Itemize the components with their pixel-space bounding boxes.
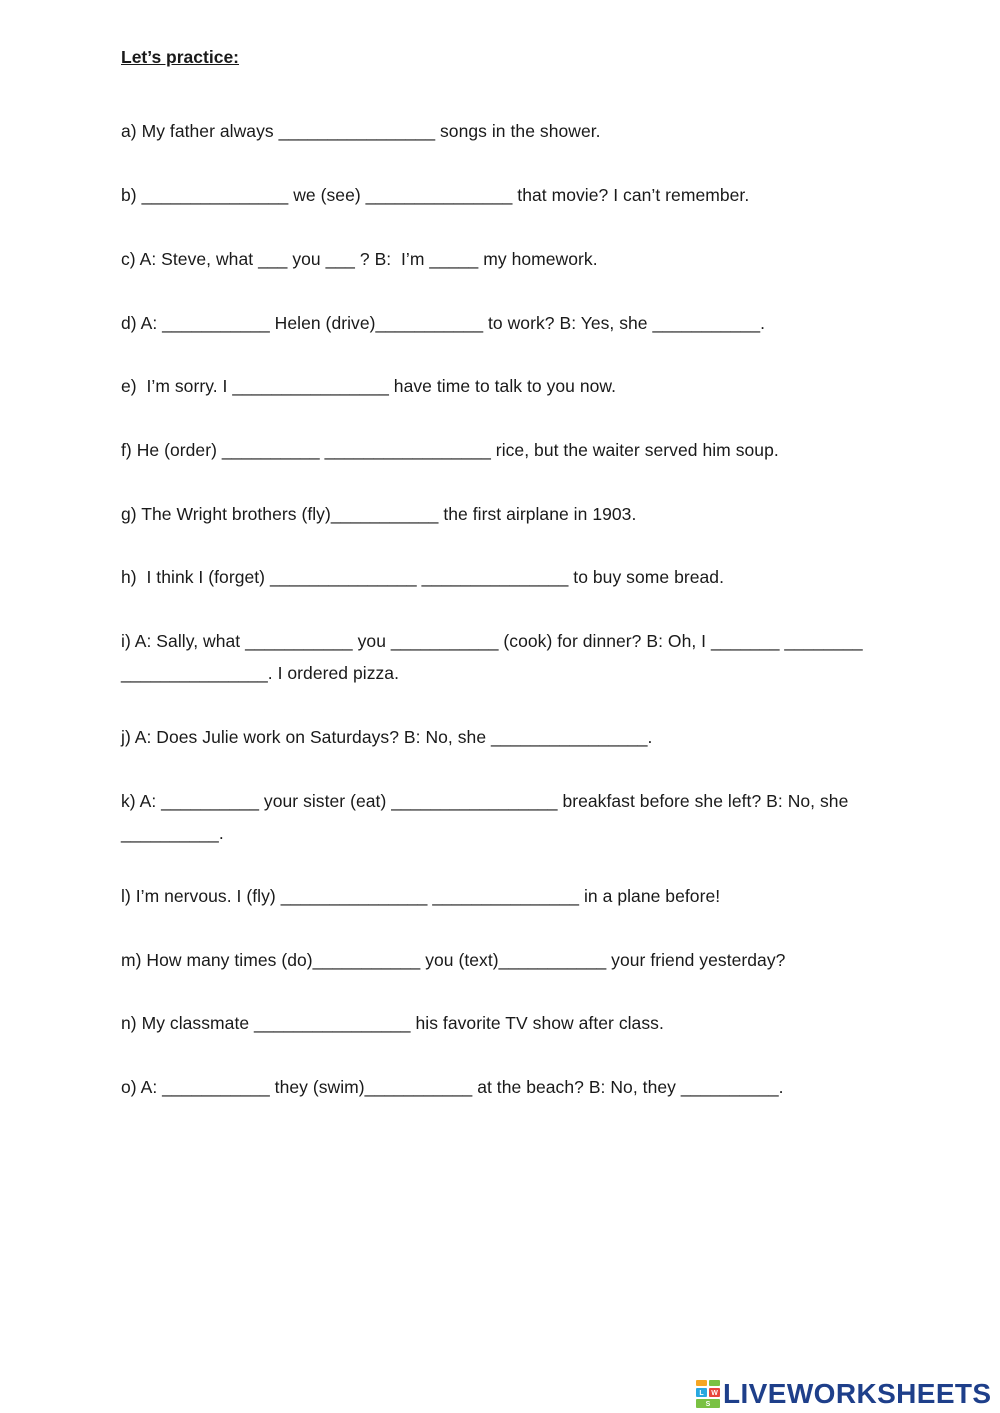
logo-mark-letter: S	[705, 1401, 711, 1408]
exercise-j: j) A: Does Julie work on Saturdays? B: No, she ________________.	[121, 727, 653, 747]
exercise-k-line-2: __________.	[121, 823, 224, 843]
liveworksheets-logo	[696, 1377, 992, 1411]
exercise-m: m) How many times (do)___________ you (text)___________ your friend yesterday?	[121, 950, 786, 970]
exercise-g: g) The Wright brothers (fly)___________ the first airplane in 1903.	[121, 504, 637, 524]
logo-mark-letter: L	[699, 1390, 704, 1397]
exercise-i-line-1: i) A: Sally, what ___________ you ___________ (cook) for dinner? B: Oh, I _______ ________	[121, 631, 863, 651]
exercise-o: o) A: ___________ they (swim)___________ at the beach? B: No, they __________.	[121, 1077, 784, 1097]
exercise-f: f) He (order) __________ _________________ rice, but the waiter served him soup.	[121, 440, 779, 460]
exercise-c: c) A: Steve, what ___ you ___ ? B: I’m _____ my homework.	[121, 249, 598, 269]
exercise-a: a) My father always ________________ songs in the shower.	[121, 121, 601, 141]
logo-mark-letter: W	[711, 1390, 718, 1397]
liveworksheets-mark-icon	[696, 1380, 720, 1408]
exercise-k-line-1: k) A: __________ your sister (eat) _________________ breakfast before she left? B: No, she	[121, 791, 849, 811]
exercise-d: d) A: ___________ Helen (drive)___________ to work? B: Yes, she ___________.	[121, 313, 766, 333]
exercise-l: l) I’m nervous. I (fly) _______________ _______________ in a plane before!	[121, 886, 721, 906]
exercise-n: n) My classmate ________________ his favorite TV show after class.	[121, 1013, 664, 1033]
exercise-h: h) I think I (forget) _______________ _______________ to buy some bread.	[121, 567, 724, 587]
exercise-e: e) I’m sorry. I ________________ have time to talk to you now.	[121, 376, 617, 396]
exercise-i-line-2: _______________. I ordered pizza.	[121, 663, 399, 683]
exercise-b: b) _______________ we (see) _______________ that movie? I can’t remember.	[121, 185, 750, 205]
liveworksheets-logo-text: LIVEWORKSHEETS	[723, 1378, 992, 1409]
page-title: Let’s practice:	[121, 47, 240, 67]
